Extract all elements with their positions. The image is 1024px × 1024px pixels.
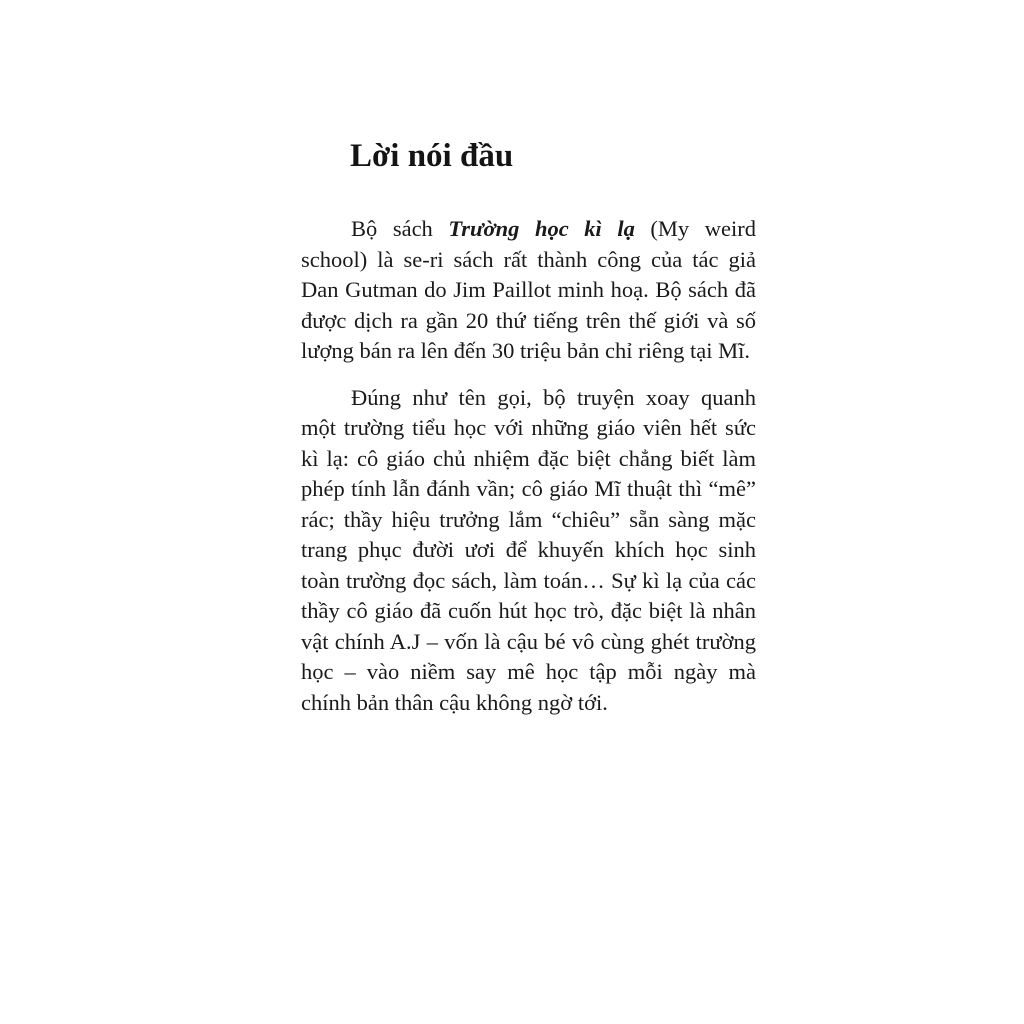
book-title-emphasis: Trường học kì lạ xyxy=(448,216,635,241)
paragraph-1 xyxy=(301,214,756,367)
preface-body xyxy=(301,214,756,718)
paragraph-1-before: Bộ sách xyxy=(351,216,449,241)
paragraph-2: Đúng như tên gọi, bộ truyện xoay quanh một trường tiểu học với những giáo viên hết sức kì lạ: cô giáo chủ nhiệm đặc biệt chẳng biết làm phép tính lẫn đánh vần; cô giáo Mĩ thuật thì “mê” rác; thầy hiệu trưởng lắm “chiêu” sẵn sàng mặc trang phục đười ươi để khuyến khích học sinh toàn trường đọc sách, làm toán… Sự kì lạ của các thầy cô giáo đã cuốn hút học trò, đặc biệt là nhân vật chính A.J – vốn là cậu bé vô cùng ghét trường học – vào niềm say mê học tập mỗi ngày mà chính bản thân cậu không ngờ tới. xyxy=(301,384,756,715)
page-title: Lời nói đầu xyxy=(350,138,514,174)
paragraph-1-after: (My weird school) là se-ri sách rất thành công của tác giả Dan Gutman do Jim Paillot minh hoạ. Bộ sách đã được dịch ra gần 20 thứ tiếng trên thế giới và số lượng bán ra lên đến 30 triệu bản chỉ riêng tại Mĩ. xyxy=(301,216,756,363)
